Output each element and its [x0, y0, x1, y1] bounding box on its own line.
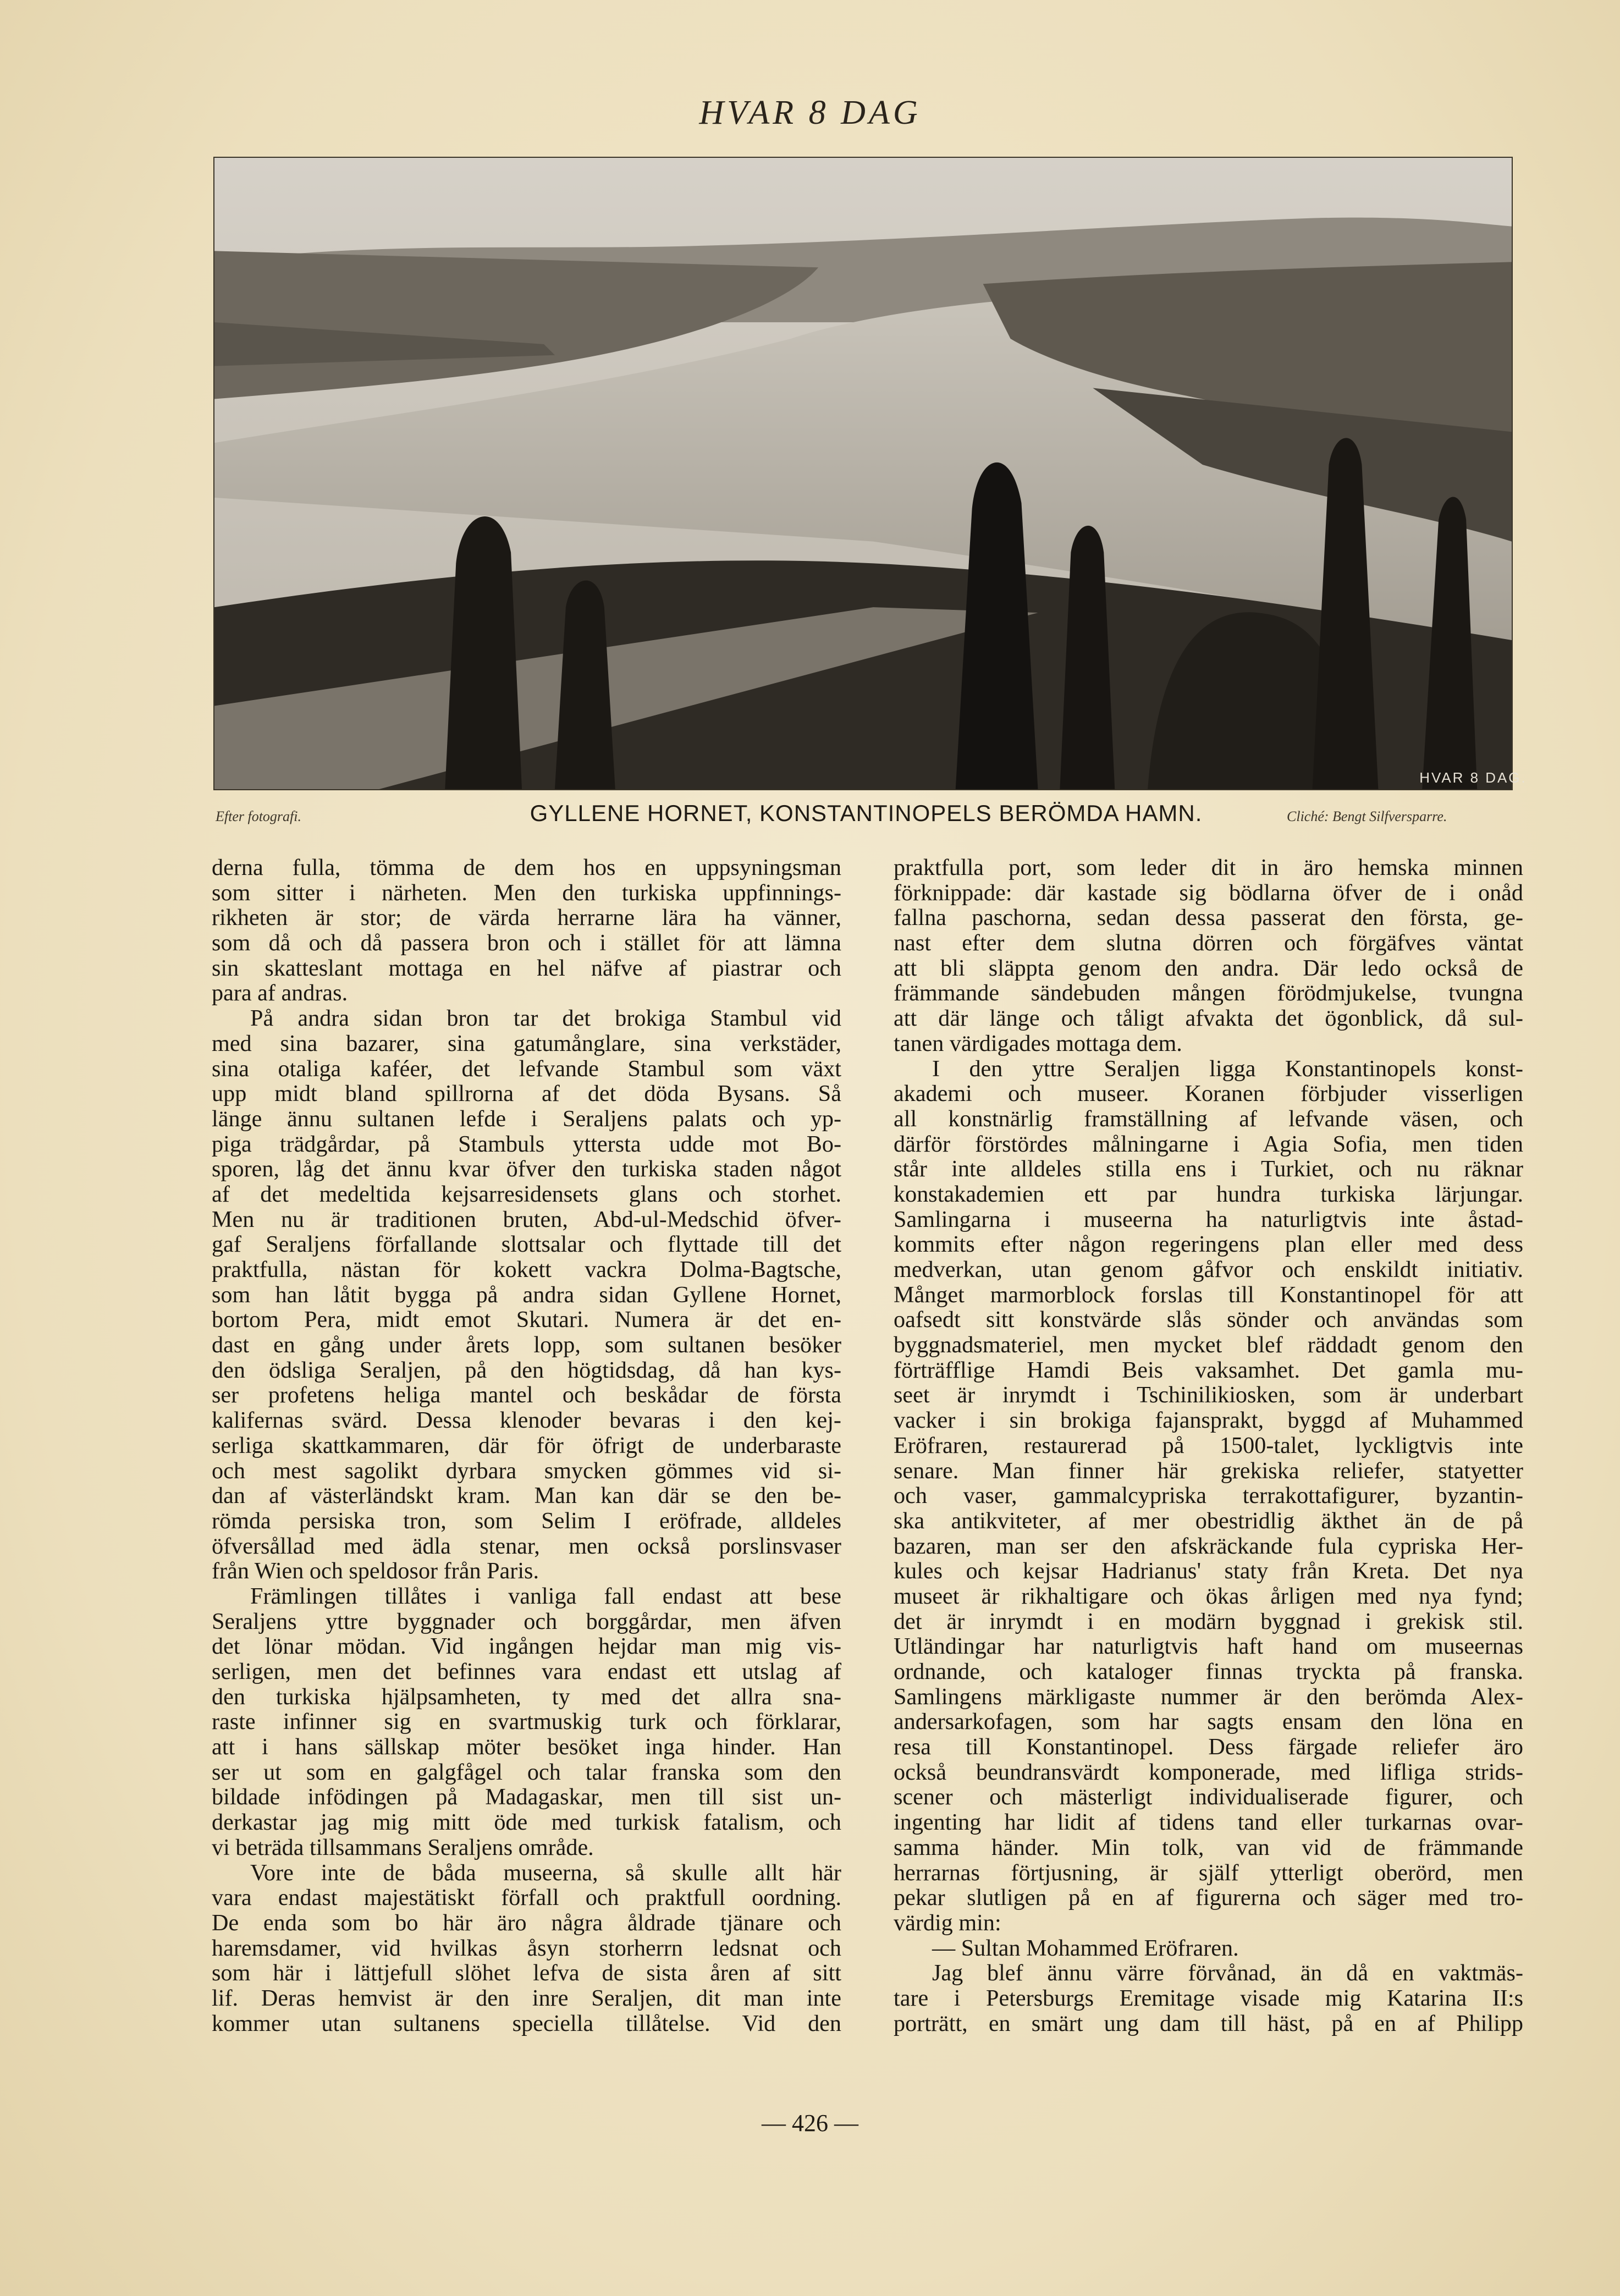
text-line: porträtt, en smärt ung dam till häst, på en af Philipp [894, 2010, 1523, 2036]
text-line: herrarnas förtjusning, är själf ytterligt oberörd, men [894, 1859, 1523, 1886]
text-line: På andra sidan bron tar det brokiga Stambul vid [250, 1005, 841, 1032]
text-line: resa till Konstantinopel. Dess färgade reliefer äro [894, 1734, 1523, 1760]
text-line: raste infinner sig en svartmuskig turk och förklarar, [212, 1709, 841, 1735]
text-line: fallna paschorna, sedan dessa passerat den första, ge- [894, 905, 1523, 931]
text-line: piga trädgårdar, på Stambuls yttersta udde mot Bo- [212, 1131, 841, 1157]
text-line: den ödsliga Seraljen, på den högtidsdag, då han kys- [212, 1357, 841, 1383]
text-line: som sitter i närheten. Men den turkiska uppfinnings- [212, 879, 841, 906]
text-line: para af andras. [212, 980, 348, 1006]
text-line: Eröfraren, restaurerad på 1500-talet, lyckligtvis inte [894, 1432, 1523, 1458]
text-line: öfversållad med ädla stenar, men också porslinsvaser [212, 1533, 841, 1559]
text-line: sporen, låg det ännu kvar öfver den turkiska staden något [212, 1156, 841, 1182]
text-line: kalifernas svärd. Dessa klenoder bevaras i den kej- [212, 1407, 841, 1434]
text-line: från Wien och speldosor från Paris. [212, 1558, 539, 1584]
text-line: serligen, men det befinnes vara endast ett utslag af [212, 1659, 841, 1684]
text-line: af det medeltida kejsarresidensets glans och storhet. [212, 1181, 841, 1207]
text-line: sin skatteslant mottaga en hel näfve af piastrar och [212, 955, 841, 981]
text-line: som då och då passera bron och i stället för att lämna [212, 930, 841, 956]
text-line: tare i Petersburgs Eremitage visade mig Katarina II:s [894, 1985, 1523, 2011]
text-line: rikheten är stor; de värda herrarne lära ha vänner, [212, 905, 841, 931]
text-line: praktfulla, nästan för kokett vackra Dolma-Bagtsche, [212, 1257, 841, 1282]
text-line: bildade infödingen på Madagaskar, men till sist un- [212, 1784, 841, 1810]
text-line: Samlingens märkligaste nummer är den berömda Alex- [894, 1683, 1523, 1710]
text-line: som han låtit bygga på andra sidan Gyllene Hornet, [212, 1281, 841, 1308]
text-line: som här i lättjefull slöhet lefva de sista åren af sitt [212, 1960, 841, 1986]
text-line: dan af västerländskt kram. Man kan där se den be- [212, 1483, 841, 1509]
text-line: Seraljens yttre byggnader och borggårdar, men äfven [212, 1608, 841, 1634]
text-line: kommer utan sultanens speciella tillåtelse. Vid den [212, 2010, 841, 2036]
text-line: att i hans sällskap möter besöket inga hinder. Han [212, 1734, 841, 1760]
text-line: vacker i sin brokiga fajansprakt, byggd af Muhammed [894, 1407, 1523, 1434]
text-line: nast efter dem slutna dörren och förgäfves väntat [894, 930, 1523, 956]
text-line: det är inrymdt i en modärn byggnad i grekisk stil. [894, 1608, 1523, 1634]
text-line: förknippade: där kastade sig bödlarna öfver de i onåd [894, 879, 1523, 906]
text-line: länge ännu sultanen lefde i Seraljens palats och yp- [212, 1105, 841, 1132]
text-line: står inte alldeles stilla ens i Turkiet, och nu räknar [894, 1156, 1523, 1182]
text-line: kommits efter någon regeringens plan eller med dess [894, 1231, 1523, 1258]
text-line: andersarkofagen, som har sagts ensam den löna en [894, 1709, 1523, 1735]
figure-caption: GYLLENE HORNET, KONSTANTINOPELS BERÖMDA HAMN. [530, 800, 1203, 826]
text-line: och vaser, gammalcypriska terrakottafigurer, byzantin- [894, 1483, 1523, 1509]
text-line: främmande sändebuden mången förödmjukelse, tvungna [894, 980, 1523, 1006]
text-line: ordnande, och kataloger finnas tryckta på franska. [894, 1659, 1523, 1684]
photo-watermark: HVAR 8 DAG. [1419, 770, 1527, 786]
text-line: att bli släppta genom den andra. Där ledo också de [894, 955, 1523, 981]
page-number: — 426 — [762, 2110, 858, 2137]
text-line: därför förstördes målningarne i Agia Sofia, men tiden [894, 1131, 1523, 1157]
harbour-photograph [213, 157, 1527, 790]
text-line: medverkan, utan genom gåfvor och enskildt initiativ. [894, 1257, 1523, 1282]
text-line: all konstnärlig framställning af lefvande väsen, och [894, 1105, 1523, 1132]
text-line: ser ut som en galgfågel och talar franska som den [212, 1759, 841, 1785]
text-line: gaf Seraljens förfallande slottsalar och flyttade till det [212, 1231, 841, 1258]
text-line: seet är inrymdt i Tschinilikiosken, som är underbart [894, 1382, 1523, 1408]
text-line: också beundransvärdt komponerade, med lifliga strids- [894, 1759, 1523, 1785]
text-line: vi beträda tillsammans Seraljens område. [212, 1834, 594, 1860]
photo-credit: Efter fotografi. [216, 808, 301, 824]
text-line: tanen värdigades mottaga dem. [894, 1030, 1182, 1056]
text-line: Jag blef ännu värre förvånad, än då en vaktmäs- [932, 1960, 1523, 1986]
text-line: I den yttre Seraljen ligga Konstantinopels konst- [932, 1055, 1523, 1082]
text-line: römda persiska tron, som Selim I eröfrade, alldeles [212, 1507, 841, 1534]
text-line: ser profetens heliga mantel och beskådar de första [212, 1382, 841, 1408]
text-line: och mest sagolikt dyrbara smycken gömmes vid si- [212, 1457, 841, 1484]
text-line: vara endast majestätiskt förfall och praktfull oordning. [212, 1885, 841, 1911]
text-line: den turkiska hjälpsamheten, ty med det allra sna- [212, 1683, 841, 1710]
text-line: upp midt bland spillrorna af det döda Bysans. Så [212, 1081, 841, 1107]
text-line: Utländingar har naturligtvis haft hand om museernas [894, 1633, 1523, 1660]
text-line: — Sultan Mohammed Eröfraren. [932, 1935, 1239, 1961]
text-line: oafsedt sitt konstvärde slås sönder och användas som [894, 1307, 1523, 1333]
text-line: förträfflige Hamdi Beis vaksamhet. Det gamla mu- [894, 1357, 1523, 1383]
text-line: samma händer. Min tolk, van vid de främmande [894, 1834, 1523, 1860]
text-line: praktfulla port, som leder dit in äro hemska minnen [894, 855, 1523, 880]
text-line: derna fulla, tömma de dem hos en uppsyningsman [212, 855, 841, 880]
text-line: att där länge och tåligt afvakta det ögonblick, då sul- [894, 1005, 1523, 1032]
engraving-credit: Cliché: Bengt Silfversparre. [1287, 808, 1447, 824]
text-line: haremsdamer, vid hvilkas åsyn storherrn ledsnat och [212, 1935, 841, 1961]
text-line: scener och mästerligt individualiserade figurer, och [894, 1784, 1523, 1810]
text-line: konstakademien ett par hundra turkiska lärjungar. [894, 1181, 1523, 1207]
text-line: bortom Pera, midt emot Skutari. Numera är det en- [212, 1307, 841, 1333]
text-line: sina otaliga kaféer, det lefvande Stambul som växt [212, 1055, 841, 1082]
text-line: serliga skattkammaren, där för öfrigt de underbaraste [212, 1432, 841, 1458]
text-line: Månget marmorblock forslas till Konstantinopel för att [894, 1281, 1523, 1308]
text-line: akademi och museer. Koranen förbjuder visserligen [894, 1081, 1523, 1107]
text-line: ingenting har lidit af tidens tand eller turkarnas ovar- [894, 1809, 1523, 1836]
text-line: kules och kejsar Hadrianus' staty från Kreta. Det nya [894, 1558, 1523, 1584]
text-line: De enda som bo här äro några åldrade tjänare och [212, 1909, 841, 1936]
text-line: museet är rikhaltigare och ökas årligen med nya fynd; [894, 1583, 1523, 1609]
text-line: värdig min: [894, 1909, 1001, 1936]
text-line: Vore inte de båda museerna, så skulle allt här [250, 1859, 841, 1886]
text-column-left [212, 855, 841, 2036]
text-line: dast en gång under årets lopp, som sultanen besöker [212, 1332, 841, 1358]
photo-illustration [214, 158, 1527, 789]
text-line: derkastar jag mig mitt öde med turkisk fatalism, och [212, 1809, 841, 1836]
text-line: Men nu är traditionen bruten, Abd-ul-Medschid öfver- [212, 1206, 841, 1232]
text-line: bazaren, man ser den afskräckande fula cypriska Her- [894, 1533, 1523, 1559]
text-column-right [894, 855, 1523, 2036]
text-line: det lönar mödan. Vid ingången hejdar man mig vis- [212, 1633, 841, 1660]
text-line: pekar slutligen på en af figurerna och säger med tro- [894, 1885, 1523, 1911]
text-line: Samlingarna i museerna ha naturligtvis inte åstad- [894, 1206, 1523, 1232]
text-line: ska antikviteter, af mer obestridlig äkthet än de på [894, 1507, 1523, 1534]
text-line: med sina bazarer, sina gatumånglare, sina verkstäder, [212, 1030, 841, 1056]
text-line: byggnadsmateriel, men mycket blef räddadt genom den [894, 1332, 1523, 1358]
text-line: lif. Deras hemvist är den inre Seraljen, dit man inte [212, 1985, 841, 2011]
text-line: Främlingen tillåtes i vanliga fall endast att bese [250, 1583, 841, 1609]
text-line: senare. Man finner här grekiska reliefer, statyetter [894, 1457, 1523, 1484]
running-title: HVAR 8 DAG [699, 94, 921, 131]
